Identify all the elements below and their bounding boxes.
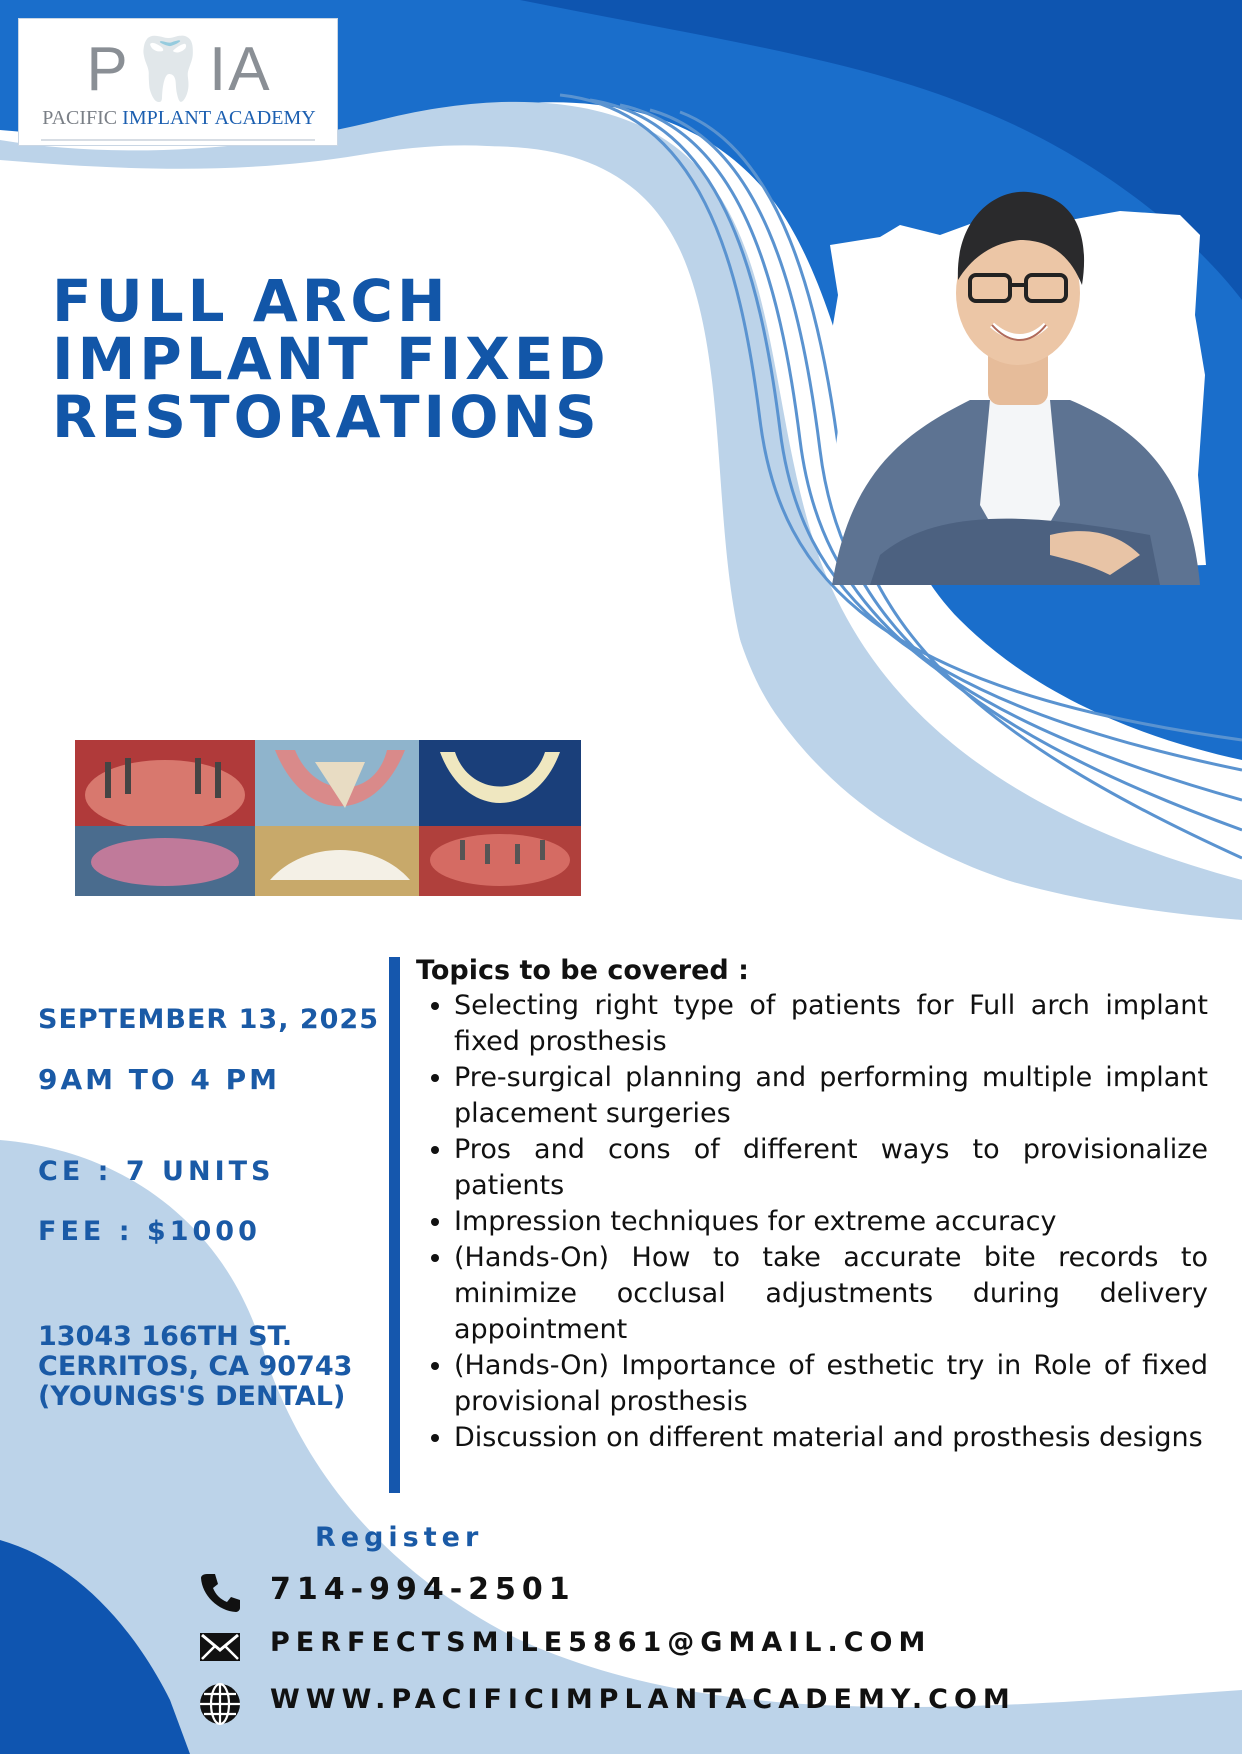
phone-number[interactable]: 714-994-2501: [270, 1572, 576, 1607]
logo-divider: [41, 139, 315, 141]
globe-icon: [198, 1682, 242, 1726]
topics-section: [416, 955, 1208, 1456]
topic-item: • Impression techniques for extreme accuracy: [454, 1204, 1208, 1240]
topic-item: • Pre-surgical planning and performing multiple implant placement surgeries: [454, 1060, 1208, 1132]
pacific-implant-academy-logo[interactable]: [18, 18, 338, 146]
title-line-1: FULL ARCH: [52, 267, 450, 335]
phone-icon: [198, 1570, 242, 1614]
mail-icon: [198, 1625, 242, 1669]
event-address: [38, 1322, 352, 1412]
website-url[interactable]: WWW.PACIFICIMPLANTACADEMY.COM: [270, 1684, 1016, 1715]
title-line-2: IMPLANT FIXED: [52, 325, 610, 393]
register-heading: Register: [315, 1522, 484, 1553]
course-fee: FEE : $1000: [38, 1216, 261, 1247]
ce-units: CE : 7 UNITS: [38, 1156, 275, 1187]
topic-item: • Selecting right type of patients for Full arch implant fixed prosthesis: [454, 988, 1208, 1060]
topic-item: • (Hands-On) How to take accurate bite records to minimize occlusal adjustments during delivery appointment: [454, 1240, 1208, 1348]
address-line-3: (YOUNGS'S DENTAL): [38, 1381, 346, 1412]
topic-item: • Discussion on different material and prosthesis designs: [454, 1420, 1208, 1456]
logo-name: PACIFIC IMPLANT ACADEMY: [42, 107, 316, 129]
address-line-2: CERRITOS, CA 90743: [38, 1351, 353, 1382]
tooth-icon: 🦷: [129, 35, 209, 104]
topics-title: Topics to be covered :: [416, 955, 749, 986]
topic-item: • Pros and cons of different ways to provisionalize patients: [454, 1132, 1208, 1204]
logo-mark: P🦷IA: [86, 35, 272, 104]
clinical-photos-collage: [75, 740, 581, 896]
topics-list: [416, 988, 1208, 1456]
topic-item: • (Hands-On) Importance of esthetic try in Role of fixed provisional prosthesis: [454, 1348, 1208, 1420]
speaker-portrait: [820, 175, 1210, 585]
email-address[interactable]: PERFECTSMILE5861@GMAIL.COM: [270, 1627, 932, 1658]
title-line-3: RESTORATIONS: [52, 383, 601, 451]
event-time: 9AM TO 4 PM: [38, 1063, 281, 1096]
vertical-divider: [389, 957, 400, 1493]
course-title: [52, 267, 610, 451]
event-date: SEPTEMBER 13, 2025: [38, 1004, 379, 1035]
address-line-1: 13043 166TH ST.: [38, 1321, 293, 1352]
